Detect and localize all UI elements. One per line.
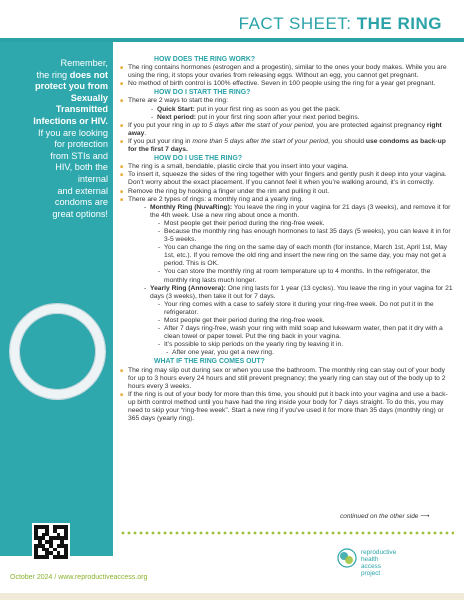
sub-item: - Most people get their period during the ring-free week. [120,220,454,228]
sidebar-line: the ring does not [36,69,108,80]
sidebar-line: for protection [54,139,108,150]
sidebar-line: Infections or HIV. [33,115,108,126]
sidebar-line: condoms are [54,197,108,208]
sidebar-line: protect you from [35,81,108,92]
sub-item: - You can store the monthly ring at room temperature up to 4 months. In the refrigerator, the monthly ring lasts much longer. [120,268,454,284]
page-title [0,14,442,34]
bullet-item: ■ If you put your ring in up to 5 days after the start of your period, you are protected against pregnancy right away. [120,122,454,138]
bullet-item: ■ There are 2 types of rings: a monthly ring and a yearly ring. [120,196,454,204]
logo-icon [337,548,357,568]
sub-item: - Quick Start: put in your first ring as soon as you get the pack. [120,106,454,114]
sidebar-line: Transmitted [55,104,108,115]
vaginal-ring-image [10,304,105,399]
sub-item: - Most people get their period during the ring-free week. [120,317,454,325]
sidebar-line: Remember, [60,58,108,68]
section-heading: HOW DO I USE THE RING? [154,155,243,163]
bullet-item: ■ The ring is a small, bendable, plastic circle that you insert into your vagina. [120,163,454,171]
section-heading: HOW DO I START THE RING? [154,89,251,97]
bullet-item: ■ The ring contains hormones (estrogen and a progestin), similar to the ones your body makes. While you are using the ring, it stops your ovaries from releasing eggs. Without an egg, you cannot get pregnant. [120,64,454,80]
sub-item: - Next period: put in your first ring soon after your next period begins. [120,114,454,122]
dotted-divider [120,531,454,535]
sidebar-line: internal [77,173,108,184]
sidebar [0,42,113,556]
bullet-item: ■ No method of birth control is 100% effective. Seven in 100 people using the ring for a year get pregnant. [120,80,454,88]
sub-item: - After one year, you get a new ring. [120,349,454,357]
ring-type-monthly: - Monthly Ring (NuvaRing): You leave the ring in your vagina for 21 days (3 weeks), and remove it for the 4th week. Use a new ring about once a month. [120,204,454,220]
sidebar-line: from STIs and [50,150,108,161]
title-main: THE RING [356,14,442,33]
qr-module [64,555,68,559]
section-heading: WHAT IF THE RING COMES OUT? [154,358,265,366]
bottom-band [0,593,464,600]
footer-date-url[interactable]: October 2024 / www.reproductiveaccess.org [10,574,148,581]
ring-type-yearly: - Yearly Ring (Annovera): One ring lasts for 1 year (13 cycles). You leave the ring in your vagina for 21 days (3 weeks), then take it out for 7 days. [120,285,454,301]
sidebar-line: If you are looking [38,127,108,138]
title-prefix: FACT SHEET: [238,14,352,33]
sub-item: - It’s possible to skip periods on the yearly ring by leaving it in. [120,341,454,349]
sidebar-line: great options! [52,208,108,219]
logo-text: reproductive health access project [361,549,397,577]
bullet-item: ■ The ring may slip out during sex or when you use the bathroom. The monthly ring can stay out of your body for up to 3 hours every 24 hours and still prevent pregnancy; the yearly ring can stay out of the body up to 2 hours every 3 weeks. [120,367,454,391]
main-content [120,55,454,423]
sub-item: - Because the monthly ring has enough hormones to last 35 days (5 weeks), you can leave it in for 3-5 weeks. [120,228,454,244]
sidebar-line: and external [57,185,108,196]
sub-item: - You can change the ring on the same day of each month (for instance, March 1st, April 1st, May 1st, etc.). If you remove the old ring and insert the new ring on the same day, you may not get a period. This is OK. [120,244,454,268]
sidebar-line: HIV, both the [55,162,108,173]
sub-item: - After 7 days ring-free, wash your ring with mild soap and lukewarm water, then pat it dry with a clean towel or paper towel. Put the ring back in your vagina. [120,325,454,341]
bullet-item: ■ There are 2 ways to start the ring: [120,97,454,105]
bullet-item: ■ Remove the ring by hooking a finger under the rim and pulling it out. [120,188,454,196]
bullet-item: ■ To insert it, squeeze the sides of the ring together with your fingers and gently push it deep into your vagina. Don’t worry about the exact placement. If you cannot feel it when you’re walking around, it’s in correctly. [120,171,454,187]
qr-code[interactable] [32,523,70,561]
section-heading: HOW DOES THE RING WORK? [154,56,256,63]
continued-note: continued on the other side ⟶ [340,513,430,520]
rhap-logo [337,546,437,586]
page-header [0,14,464,34]
sidebar-reminder [0,58,108,220]
arrow-right-icon: ⟶ [420,513,430,520]
sub-item: - Your ring comes with a case to safely store it during your ring-free week. Do not put it in the refrigerator. [120,301,454,317]
bullet-item: ■ If you put your ring in more than 5 days after the start of your period, you should use condoms as back-up for the first 7 days. [120,138,454,154]
bullet-item: ■ If the ring is out of your body for more than this time, you should put it back into your vagina and use a back-up birth control method until you have had the ring inside your body for 7 days straight. To do this, you may need to skip your “ring-free week”. Start a new ring if you’ve used it for more than 35 days (monthly ring) or 365 days (yearly ring). [120,391,454,423]
sidebar-line: Sexually [70,92,108,103]
